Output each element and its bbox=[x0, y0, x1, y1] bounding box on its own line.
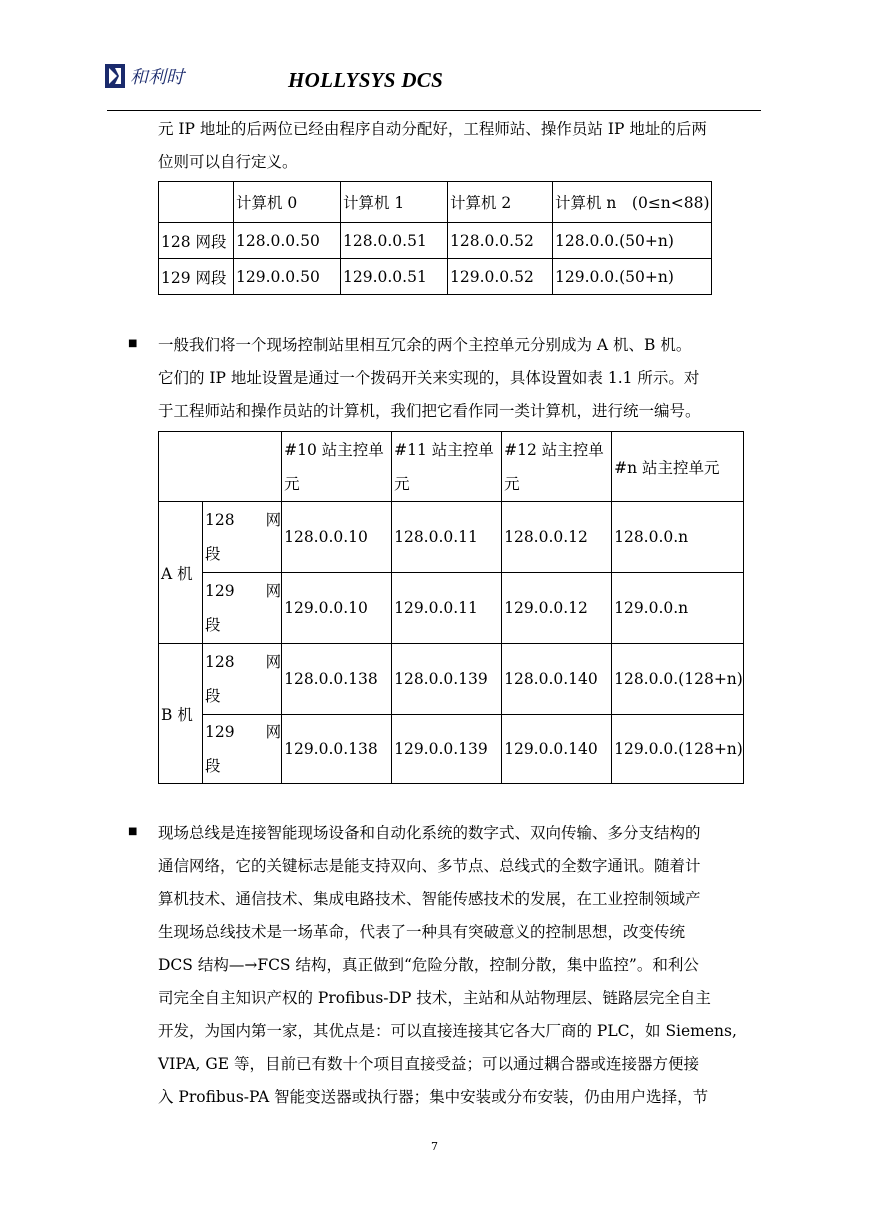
table-cell: 128.0.0.140 bbox=[502, 644, 612, 715]
table-header-cell bbox=[282, 432, 392, 502]
table-cell: 128.0.0.(128+n) bbox=[612, 644, 744, 715]
header-line: #10 站主控单 bbox=[284, 440, 384, 459]
paragraph-line: 通信网络，它的关键标志是能支持双向、多节点、总线式的全数字通讯。随着计 bbox=[158, 857, 701, 875]
table-cell: 129.0.0.n bbox=[612, 573, 744, 644]
table-cell: 128.0.0.(50+n) bbox=[553, 223, 712, 259]
table-cell: 129.0.0.11 bbox=[392, 573, 502, 644]
table-cell: 128.0.0.n bbox=[612, 502, 744, 573]
table-cell: 129.0.0.139 bbox=[392, 715, 502, 784]
paragraph-line: 现场总线是连接智能现场设备和自动化系统的数字式、双向传输、多分支结构的 bbox=[158, 824, 701, 842]
segment-line: 段 bbox=[205, 545, 221, 563]
bullet-paragraph-ab-machines bbox=[158, 329, 764, 428]
table-cell: 129.0.0.51 bbox=[341, 259, 448, 295]
table-header-cell: #n 站主控单元 bbox=[612, 432, 744, 502]
page-number: 7 bbox=[431, 1140, 438, 1153]
table-row bbox=[159, 573, 744, 644]
table-cell: 129.0.0.12 bbox=[502, 573, 612, 644]
table-header-cell: 计算机 2 bbox=[448, 182, 553, 223]
paragraph-line: 入 Profibus-PA 智能变送器或执行器；集中安装或分布安装，仍由用户选择，节 bbox=[158, 1088, 709, 1106]
table-corner-cell bbox=[159, 432, 282, 502]
table-cell: 128.0.0.139 bbox=[392, 644, 502, 715]
group-label-cell: A 机 bbox=[159, 502, 203, 644]
paragraph-line: 算机技术、通信技术、集成电路技术、智能传感技术的发展，在工业控制领域产 bbox=[158, 890, 701, 908]
table-cell: 128.0.0.138 bbox=[282, 644, 392, 715]
table-header-cell bbox=[392, 432, 502, 502]
header-line: 元 bbox=[394, 474, 410, 493]
segment-line: 128 网 bbox=[205, 653, 282, 671]
bullet-paragraph-fieldbus bbox=[158, 817, 764, 1114]
header-line: 元 bbox=[284, 474, 300, 493]
segment-line: 段 bbox=[205, 757, 221, 775]
ip-address-table-control-units bbox=[158, 431, 744, 784]
segment-line: 段 bbox=[205, 616, 221, 634]
hollysys-logo-icon bbox=[104, 63, 126, 89]
row-label-cell: 128 网段 bbox=[159, 223, 234, 259]
paragraph-line: 于工程师站和操作员站的计算机，我们把它看作同一类计算机，进行统一编号。 bbox=[158, 402, 701, 420]
paragraph-line: 它们的 IP 地址设置是通过一个拨码开关来实现的，具体设置如表 1.1 所示。对 bbox=[158, 369, 700, 387]
segment-line: 129 网 bbox=[205, 582, 282, 600]
table-cell: 128.0.0.10 bbox=[282, 502, 392, 573]
header-line: 元 bbox=[504, 474, 520, 493]
table-header-cell bbox=[502, 432, 612, 502]
table-row bbox=[159, 502, 744, 573]
paragraph-line: 元 IP 地址的后两位已经由程序自动分配好，工程师站、操作员站 IP 地址的后两 bbox=[158, 120, 707, 138]
bullet-marker: ■ bbox=[128, 338, 138, 349]
intro-paragraph bbox=[158, 113, 764, 179]
paragraph-line: VIPA, GE 等，目前已有数十个项目直接受益；可以通过耦合器或连接器方便接 bbox=[158, 1055, 699, 1073]
segment-label-cell bbox=[203, 573, 282, 644]
group-label-cell: B 机 bbox=[159, 644, 203, 784]
table-header-cell: 计算机 n (0≤n<88) bbox=[553, 182, 712, 223]
table-cell: 129.0.0.140 bbox=[502, 715, 612, 784]
segment-line: 129 网 bbox=[205, 723, 282, 741]
table-header-row bbox=[159, 432, 744, 502]
table-cell: 129.0.0.(50+n) bbox=[553, 259, 712, 295]
segment-label-cell bbox=[203, 644, 282, 715]
table-header-row bbox=[159, 182, 712, 223]
table-header-cell: 计算机 1 bbox=[341, 182, 448, 223]
row-label-cell: 129 网段 bbox=[159, 259, 234, 295]
segment-line: 段 bbox=[205, 687, 221, 705]
logo-text: 和利时 bbox=[130, 67, 184, 88]
ip-address-table-workstations bbox=[158, 181, 712, 295]
paragraph-line: 一般我们将一个现场控制站里相互冗余的两个主控单元分别成为 A 机、B 机。 bbox=[158, 336, 692, 354]
table-cell: 129.0.0.50 bbox=[234, 259, 341, 295]
table-cell: 128.0.0.12 bbox=[502, 502, 612, 573]
paragraph-line: 生现场总线技术是一场革命，代表了一种具有突破意义的控制思想，改变传统 bbox=[158, 923, 686, 941]
paragraph-line: 位则可以自行定义。 bbox=[158, 153, 298, 171]
table-cell: 129.0.0.52 bbox=[448, 259, 553, 295]
header-line: #11 站主控单 bbox=[394, 440, 494, 459]
paragraph-line: DCS 结构—→FCS 结构，真正做到“危险分散，控制分散，集中监控”。和利公 bbox=[158, 956, 699, 974]
bullet-marker: ■ bbox=[128, 826, 138, 837]
table-row bbox=[159, 259, 712, 295]
table-cell: 128.0.0.50 bbox=[234, 223, 341, 259]
segment-line: 128 网 bbox=[205, 511, 282, 529]
table-header-cell: 计算机 0 bbox=[234, 182, 341, 223]
table-cell bbox=[159, 182, 234, 223]
header-line: #12 站主控单 bbox=[504, 440, 604, 459]
segment-label-cell bbox=[203, 502, 282, 573]
table-cell: 128.0.0.52 bbox=[448, 223, 553, 259]
table-row bbox=[159, 715, 744, 784]
table-cell: 129.0.0.10 bbox=[282, 573, 392, 644]
paragraph-line: 司完全自主知识产权的 Profibus-DP 技术，主站和从站物理层、链路层完全自主 bbox=[158, 989, 711, 1007]
segment-label-cell bbox=[203, 715, 282, 784]
header-divider bbox=[107, 110, 761, 111]
table-cell: 128.0.0.51 bbox=[341, 223, 448, 259]
company-logo bbox=[104, 60, 184, 92]
table-row bbox=[159, 644, 744, 715]
table-cell: 129.0.0.138 bbox=[282, 715, 392, 784]
document-header-title: HOLLYSYS DCS bbox=[288, 68, 444, 92]
table-cell: 129.0.0.(128+n) bbox=[612, 715, 744, 784]
table-cell: 128.0.0.11 bbox=[392, 502, 502, 573]
paragraph-line: 开发，为国内第一家，其优点是：可以直接连接其它各大厂商的 PLC，如 Siemens, bbox=[158, 1022, 737, 1040]
table-row bbox=[159, 223, 712, 259]
